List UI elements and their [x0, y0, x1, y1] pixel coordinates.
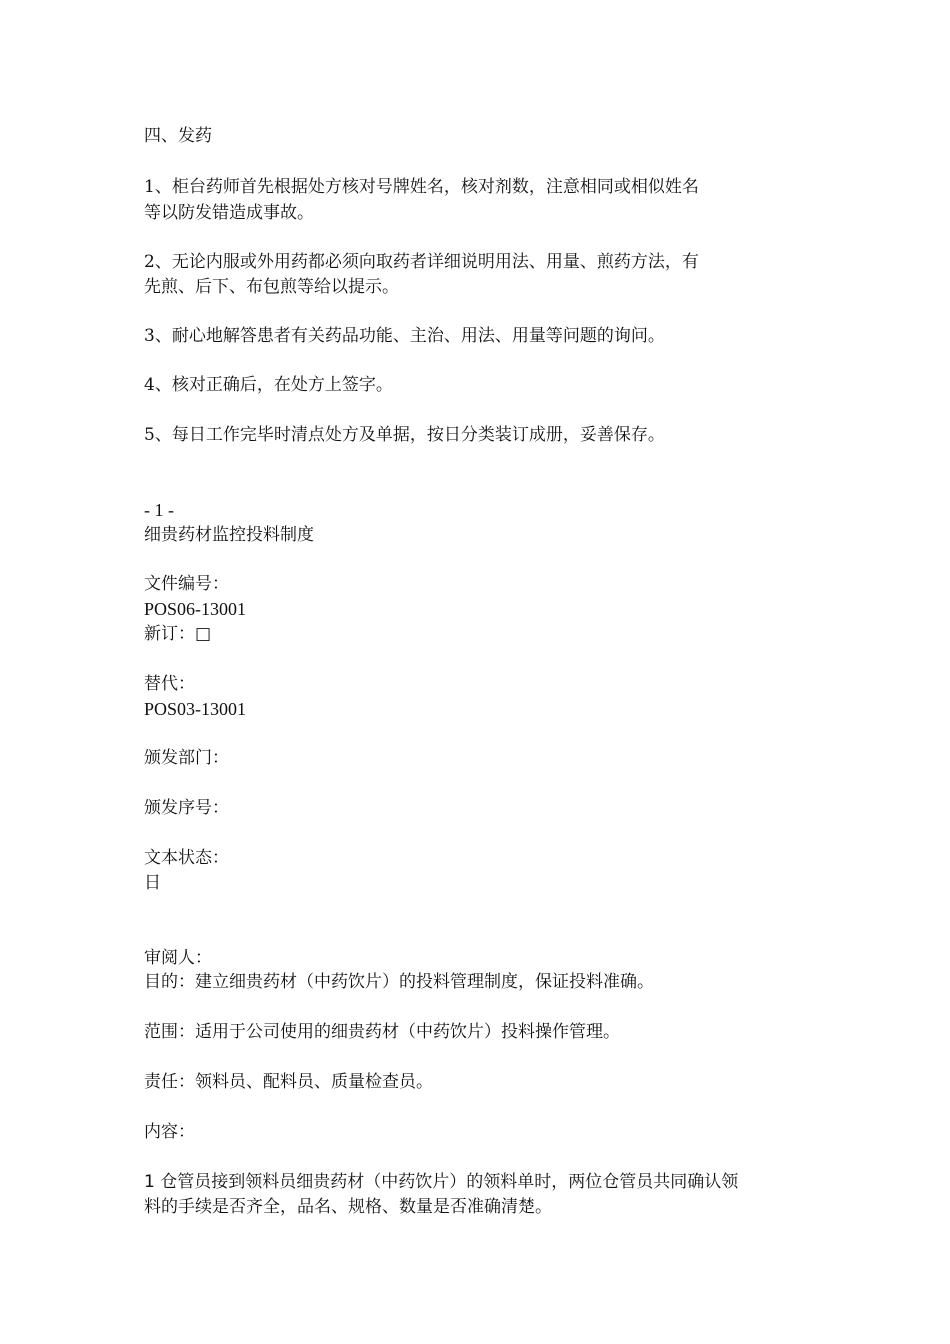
paragraph-line: 等以防发错造成事故。 — [144, 203, 314, 223]
document-title: 细贵药材监控投料制度 — [144, 525, 314, 545]
paragraph-line: 先煎、后下、布包煎等给以提示。 — [144, 277, 399, 297]
purpose-text: 目的：建立细贵药材（中药饮片）的投料管理制度，保证投料准确。 — [144, 972, 654, 992]
file-number-value: POS06-13001 — [144, 599, 247, 619]
paragraph-line: 1、柜台药师首先根据处方核对号牌姓名，核对剂数，注意相同或相似姓名 — [144, 177, 699, 197]
reviewer-label: 审阅人： — [144, 948, 212, 968]
content-item-line — [144, 1170, 738, 1194]
replace-label: 替代： — [144, 674, 195, 694]
paragraph-line: 4、核对正确后，在处方上签字。 — [144, 375, 393, 395]
section-heading: 四、发药 — [144, 126, 212, 146]
content-item-line: 料的手续是否齐全，品名、规格、数量是否准确清楚。 — [144, 1197, 552, 1217]
content-label: 内容： — [144, 1122, 195, 1142]
text-status-label: 文本状态： — [144, 848, 229, 868]
paragraph-line: 5、每日工作完毕时清点处方及单据，按日分类装订成册，妥善保存。 — [144, 425, 665, 445]
item-text: 仓管员接到领料员细贵药材（中药饮片）的领料单时，两位仓管员共同确认领 — [154, 1172, 739, 1192]
file-number-label: 文件编号： — [144, 574, 229, 594]
scope-text: 范围：适用于公司使用的细贵药材（中药饮片）投料操作管理。 — [144, 1022, 620, 1042]
paragraph-line: 3、耐心地解答患者有关药品功能、主治、用法、用量等问题的询问。 — [144, 326, 665, 346]
paragraph-line: 2、无论内服或外用药都必须向取药者详细说明用法、用量、煎药方法，有 — [144, 252, 699, 272]
issue-sequence-label: 颁发序号： — [144, 798, 229, 818]
issuing-department-label: 颁发部门： — [144, 748, 229, 768]
responsibility-text: 责任：领料员、配料员、质量检查员。 — [144, 1072, 433, 1092]
text-status-value: 日 — [144, 873, 161, 893]
item-number: 1 — [144, 1172, 155, 1192]
replace-value: POS03-13001 — [144, 699, 247, 719]
new-revision-label: 新订：□ — [144, 624, 212, 644]
page-number: - 1 - — [144, 500, 174, 520]
